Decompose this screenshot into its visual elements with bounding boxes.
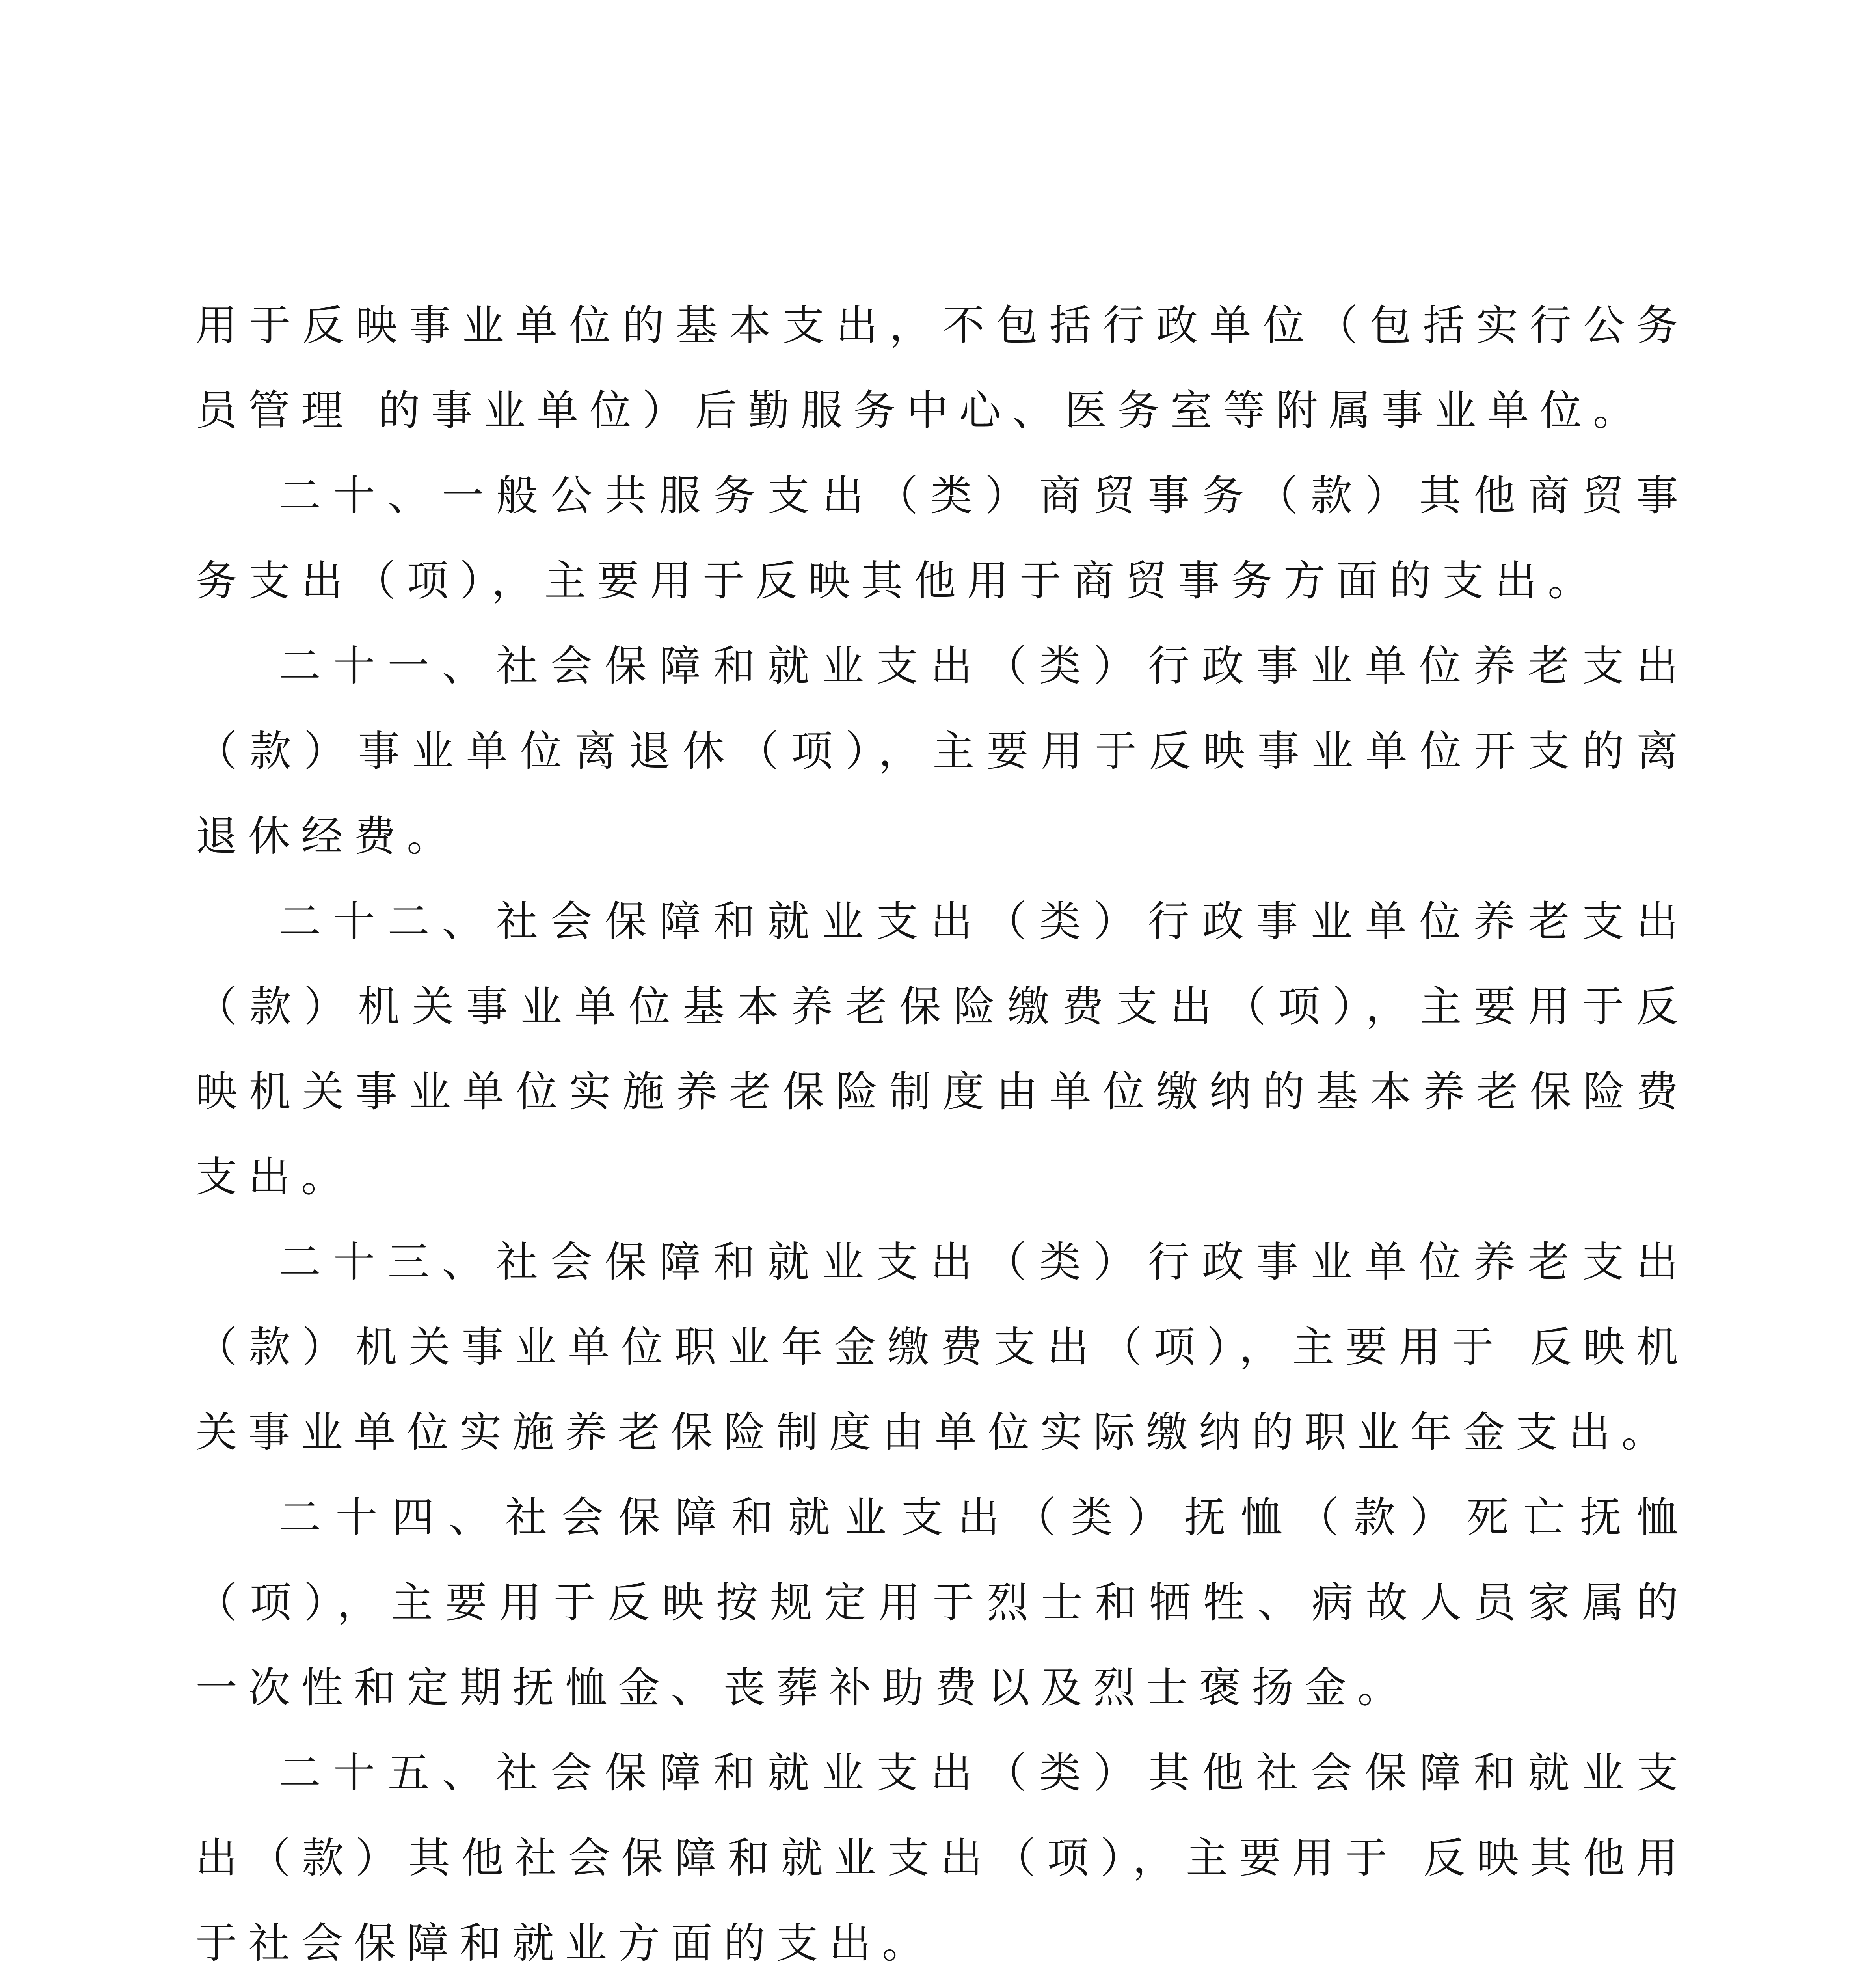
- paragraph-item-21: 二十一、社会保障和就业支出（类）行政事业单位养老支出（款）事业单位离退休（项），主要用于反映事业单位开支的离退休经费。: [195, 642, 1689, 861]
- paragraph-continuation: 用于反映事业单位的基本支出，不包括行政单位（包括实行公务员管理 的事业单位）后勤服务中心、医务室等附属事业单位。: [195, 301, 1689, 435]
- paragraph-item-22: 二十二、社会保障和就业支出（类）行政事业单位养老支出（款）机关事业单位基本养老保险缴费支出（项），主要用于反映机关事业单位实施养老保险制度由单位缴纳的基本养老保险费支出。: [195, 897, 1689, 1201]
- paragraph-item-24: 二十四、社会保障和就业支出（类）抚恤（款）死亡抚恤（项），主要用于反映按规定用于烈士和牺牲、病故人员家属的一次性和定期抚恤金、丧葬补助费以及烈士褒扬金。: [195, 1493, 1689, 1712]
- paragraph-item-25: 二十五、社会保障和就业支出（类）其他社会保障和就业支出（款）其他社会保障和就业支出（项），主要用于 反映其他用于社会保障和就业方面的支出。: [195, 1749, 1689, 1967]
- body-text: [195, 283, 1689, 1971]
- paragraph-item-23: 二十三、社会保障和就业支出（类）行政事业单位养老支出（款）机关事业单位职业年金缴费支出（项），主要用于 反映机关事业单位实施养老保险制度由单位实际缴纳的职业年金支出。: [195, 1238, 1689, 1457]
- paragraph-item-20: 二十、一般公共服务支出（类）商贸事务（款）其他商贸事务支出（项），主要用于反映其他用于商贸事务方面的支出。: [195, 471, 1689, 605]
